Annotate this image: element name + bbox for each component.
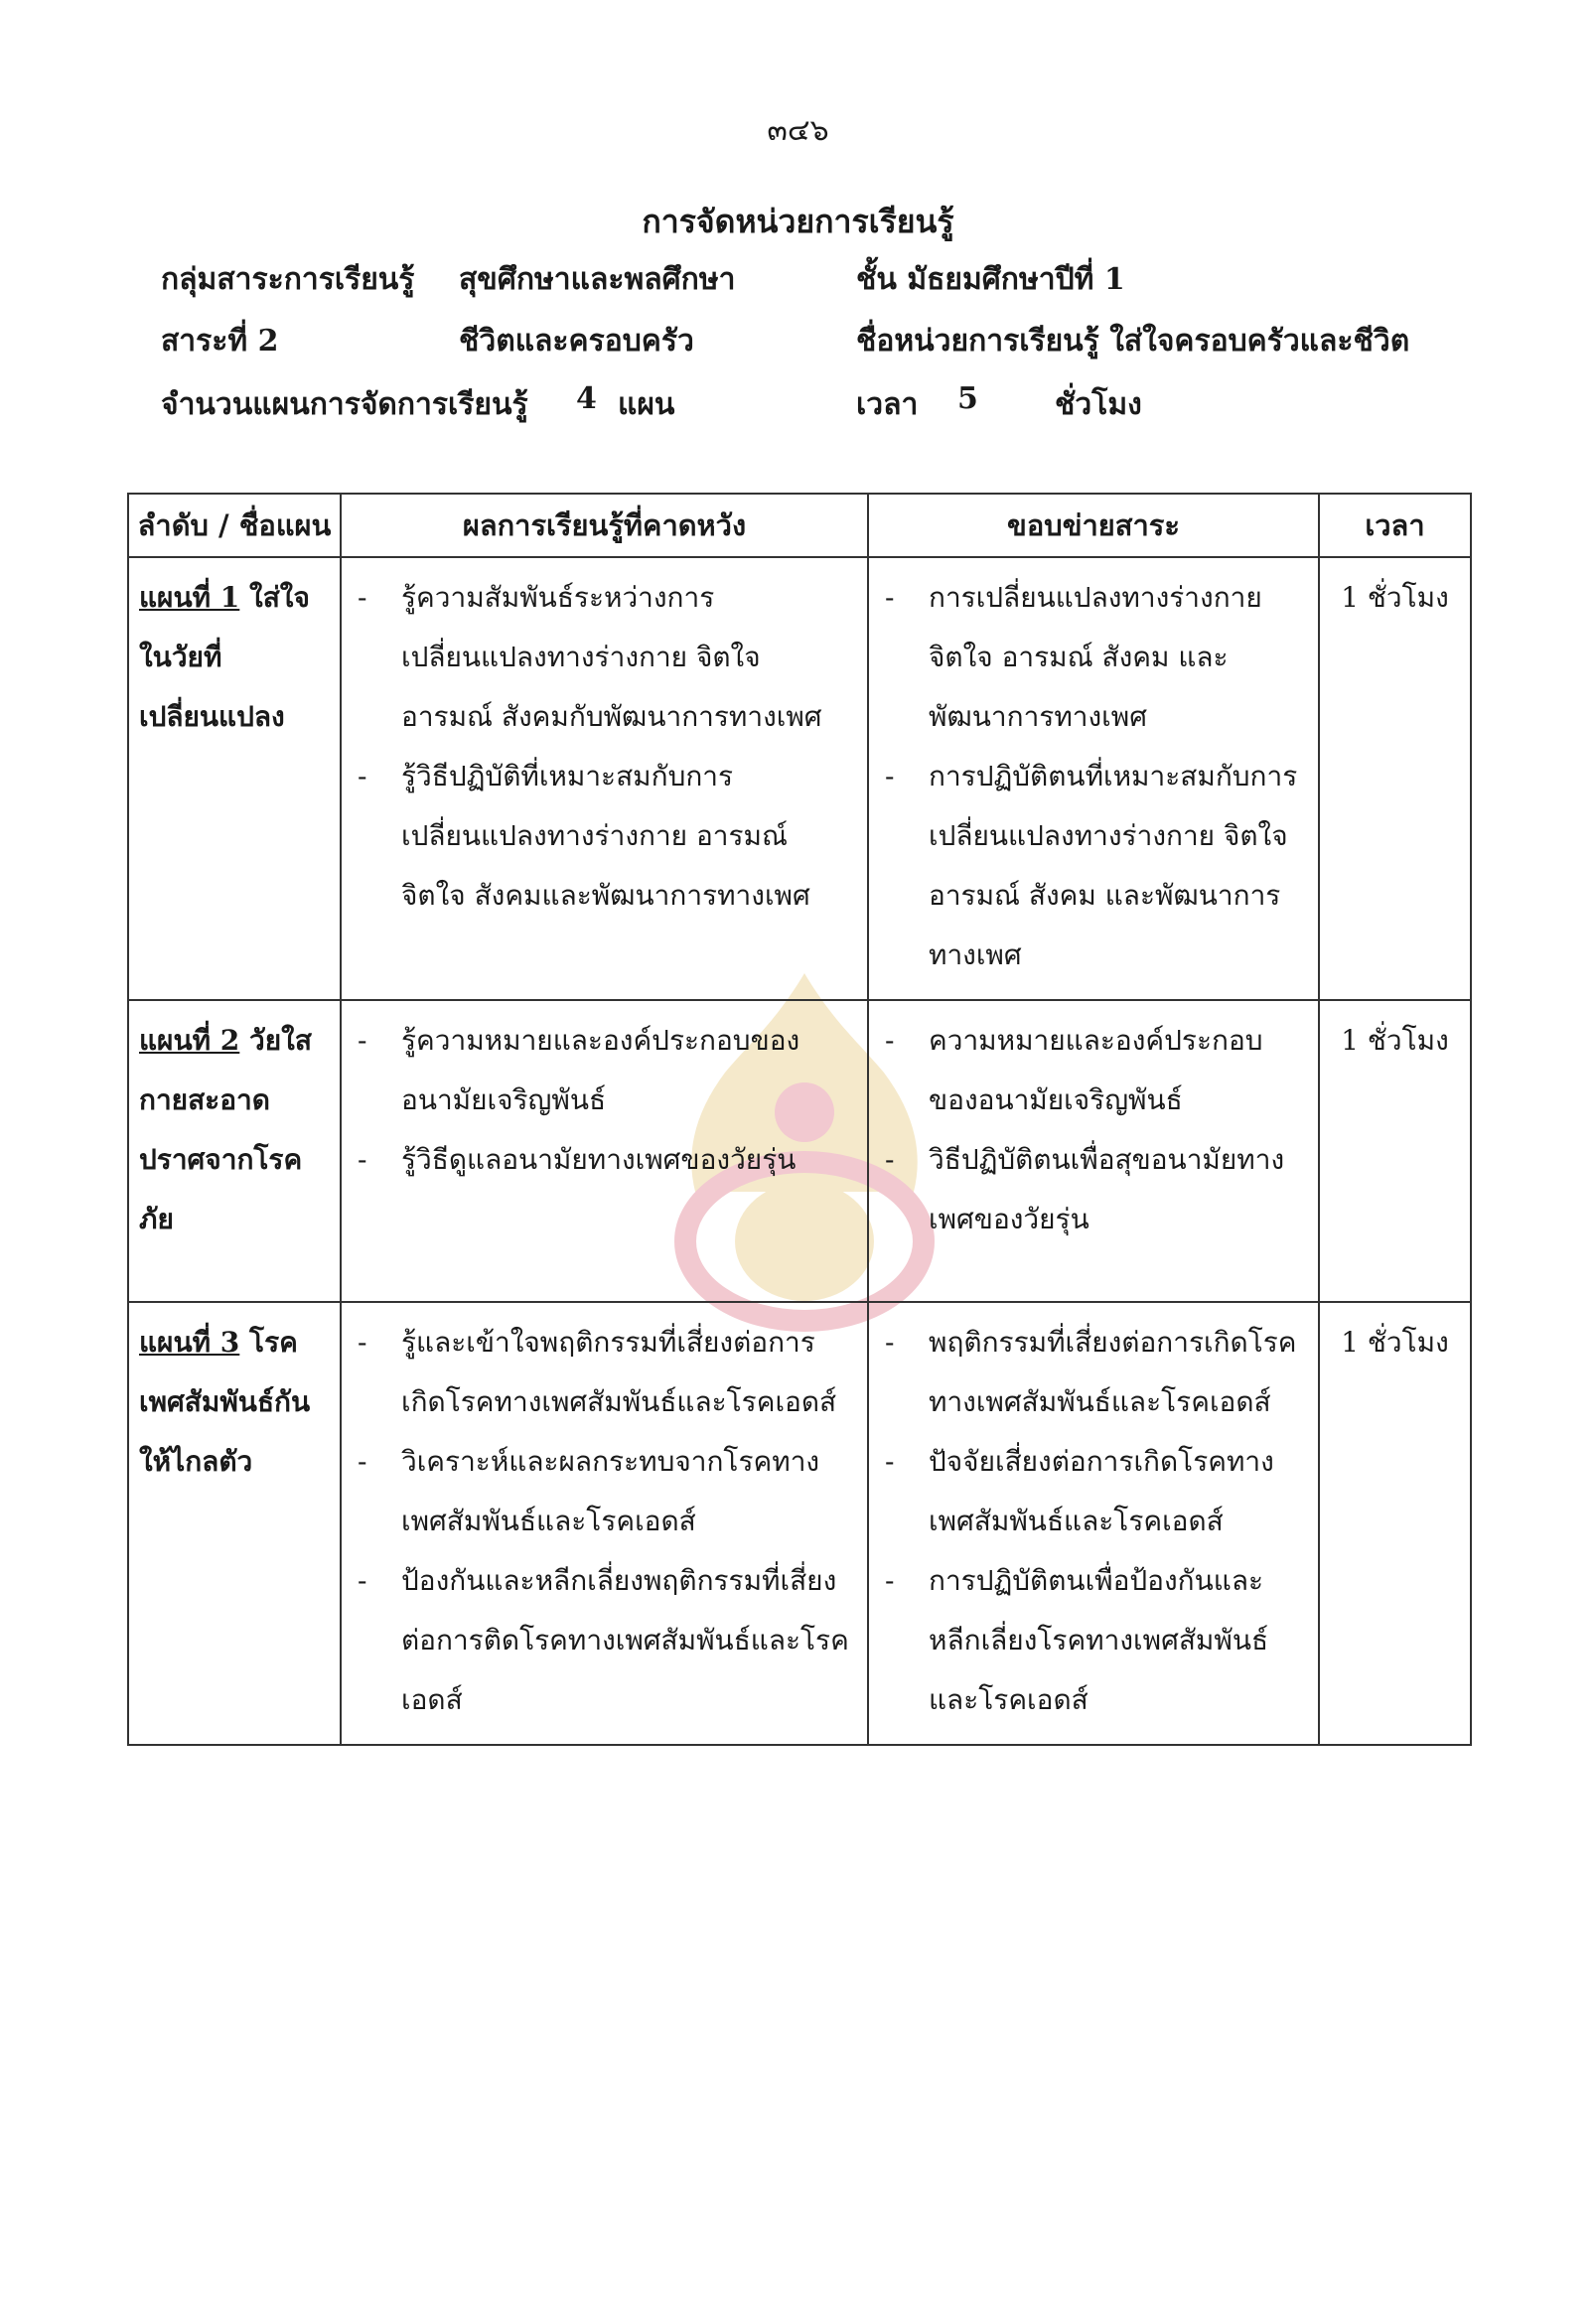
plan-name: วัยใสกายสะอาดปราศจากโรคภัย [139,1024,312,1235]
header-plan: ลำดับ / ชื่อแผน [128,494,341,557]
meta-row-count [0,381,1596,425]
table-row [128,1000,1471,1302]
plan-cell [128,557,341,1000]
meta-row-strand [0,318,1596,361]
table-row [128,557,1471,1000]
list-item: - ความหมายและองค์ประกอบของอนามัยเจริญพันธ์ [879,1011,1308,1130]
plan-cell [128,1302,341,1745]
list-item: - วิเคราะห์และผลกระทบจากโรคทางเพศสัมพันธ์และโรคเอดส์ [352,1432,857,1551]
plan-count-unit: แผน [618,387,675,422]
list-item: - การปฏิบัติตนเพื่อป้องกันและหลีกเลี่ยงโรคทางเพศสัมพันธ์และโรคเอดส์ [879,1551,1308,1730]
strand-value: ชีวิตและครอบครัว [459,324,694,359]
header-scope: ขอบข่ายสาระ [868,494,1319,557]
list-item: - การเปลี่ยนแปลงทางร่างกาย จิตใจ อารมณ์ สังคม และพัฒนาการทางเพศ [879,568,1308,747]
plan-count-label: จำนวนแผนการจัดการเรียนรู้ [161,387,528,422]
subject-group-value: สุขศึกษาและพลศึกษา [459,262,736,297]
document-title: การจัดหน่วยการเรียนรู้ [642,203,954,240]
outcomes-cell [341,557,868,1000]
time-cell: 1 ชั่วโมง [1319,557,1471,1000]
list-item: - ปัจจัยเสี่ยงต่อการเกิดโรคทางเพศสัมพันธ์และโรคเอดส์ [879,1432,1308,1551]
page-number: ๓๔๖ [767,113,829,148]
list-item: - วิธีปฏิบัติตนเพื่อสุขอนามัยทางเพศของวัยรุ่น [879,1130,1308,1249]
plan-count-value: 4 [576,381,597,416]
meta-row-subject [0,256,1596,300]
unit-name: ชื่อหน่วยการเรียนรู้ ใส่ใจครอบครัวและชีวิต [856,324,1410,359]
list-item: - พฤติกรรมที่เสี่ยงต่อการเกิดโรคทางเพศสัมพันธ์และโรคเอดส์ [879,1313,1308,1432]
header-outcomes: ผลการเรียนรู้ที่คาดหวัง [341,494,868,557]
list-item: - รู้วิธีดูแลอนามัยทางเพศของวัยรุ่น [352,1130,857,1190]
list-item: - การปฏิบัติตนที่เหมาะสมกับการเปลี่ยนแปลงทางร่างกาย จิตใจ อารมณ์ สังคม และพัฒนาการทางเพศ [879,747,1308,985]
list-item: - รู้วิธีปฏิบัติที่เหมาะสมกับการเปลี่ยนแปลงทางร่างกาย อารมณ์ จิตใจ สังคมและพัฒนาการทางเพศ [352,747,857,926]
plan-cell [128,1000,341,1302]
subject-group-label: กลุ่มสาระการเรียนรู้ [161,262,415,297]
plan-number: แผนที่ 1 [139,581,240,614]
plan-name: โรคเพศสัมพันธ์กันให้ไกลตัว [139,1326,311,1478]
table-row [128,1302,1471,1745]
scope-cell [868,1302,1319,1745]
scope-cell [868,1000,1319,1302]
grade-label: ชั้น มัธยมศึกษาปีที่ 1 [856,262,1125,297]
outcomes-cell [341,1302,868,1745]
plan-number: แผนที่ 3 [139,1326,240,1359]
time-unit: ชั่วโมง [1055,387,1142,422]
list-item: - รู้ความหมายและองค์ประกอบของอนามัยเจริญพันธ์ [352,1011,857,1130]
plan-number: แผนที่ 2 [139,1024,240,1057]
time-cell: 1 ชั่วโมง [1319,1000,1471,1302]
scope-cell [868,557,1319,1000]
time-value: 5 [957,381,978,416]
plan-name: ใส่ใจในวัยที่เปลี่ยนแปลง [139,581,310,733]
strand-label: สาระที่ 2 [161,324,279,359]
time-label: เวลา [856,387,919,422]
list-item: - ป้องกันและหลีกเลี่ยงพฤติกรรมที่เสี่ยงต่อการติดโรคทางเพศสัมพันธ์และโรคเอดส์ [352,1551,857,1730]
table-header-row [128,494,1471,557]
header-time: เวลา [1319,494,1471,557]
list-item: - รู้และเข้าใจพฤติกรรมที่เสี่ยงต่อการเกิดโรคทางเพศสัมพันธ์และโรคเอดส์ [352,1313,857,1432]
list-item: - รู้ความสัมพันธ์ระหว่างการเปลี่ยนแปลงทางร่างกาย จิตใจ อารมณ์ สังคมกับพัฒนาการทางเพศ [352,568,857,747]
time-cell: 1 ชั่วโมง [1319,1302,1471,1745]
outcomes-cell [341,1000,868,1302]
learning-unit-table [127,493,1472,1746]
